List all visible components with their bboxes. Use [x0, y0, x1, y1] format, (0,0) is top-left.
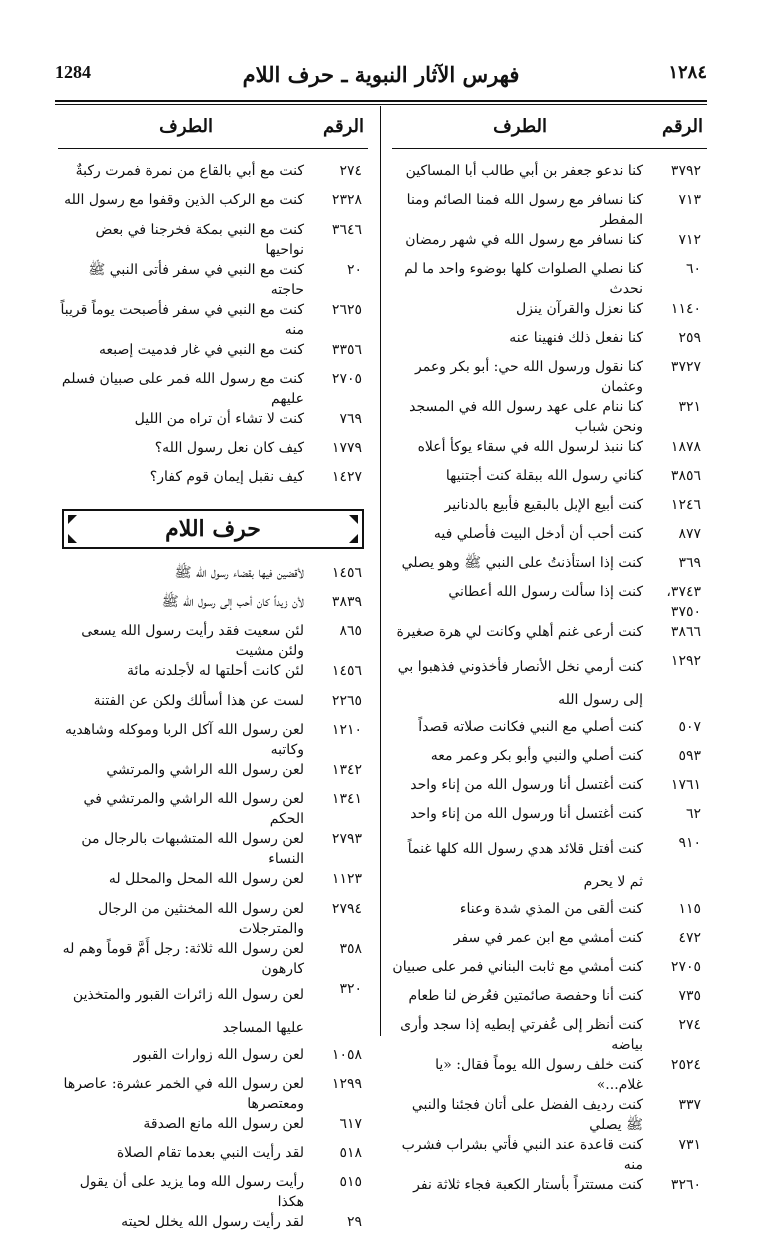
index-entry: [58, 369, 368, 409]
entry-text: كنت أحب أن أدخل البيت فأصلي فيه: [433, 526, 643, 542]
entry-number: ١٧٦١: [670, 777, 701, 793]
index-entry: [392, 746, 707, 775]
entry-number: ٢٧٤: [678, 1017, 701, 1033]
entry-text: كنت رديف الفضل على أتان فجئنا والنبي ﷺ يصلي: [411, 1097, 643, 1133]
column-header: [392, 112, 707, 149]
entry-number: ٣٣٧: [678, 1097, 701, 1113]
ornament-triangle-icon: [68, 534, 77, 543]
entry-number: ٢٢٦٥: [331, 692, 362, 709]
index-entry: [392, 833, 707, 899]
entry-number: ٢٧٩٤: [331, 900, 362, 917]
index-entry: [392, 1135, 707, 1175]
entry-number: ١١٢٣: [331, 871, 362, 888]
entry-number: ٥١٥: [339, 1174, 362, 1191]
entry-text: كنت أصلي والنبي وأبو بكر وعمر معه: [430, 748, 643, 764]
entry-text: كنت أمشي مع ثابت البناني فمر على صبيان: [392, 959, 643, 975]
index-entry: [58, 789, 368, 829]
entry-number: ٣٧٢٧: [670, 359, 701, 375]
entry-number: ٢٦٢٥: [331, 301, 362, 318]
index-entry: [392, 230, 707, 259]
index-entry: [392, 495, 707, 524]
entry-number: ١١٤٠: [670, 301, 701, 317]
index-entry: [392, 1175, 707, 1204]
entry-text: كنت ألقى من المذي شدة وعناء: [459, 901, 643, 917]
entry-text: لعن رسول الله ثلاثة: رجل أَمَّ قوماً وهم له كارهون: [62, 940, 304, 977]
entry-text: كنت أنا وحفصة صائمتين فعُرض لنا طعام: [408, 988, 643, 1004]
entry-number: ١٢٤٦: [670, 497, 701, 513]
entry-number: ٣٢١: [678, 399, 701, 415]
entry-number: ٢٧٩٣: [331, 831, 362, 848]
index-list: [392, 161, 707, 1204]
index-entry: [392, 775, 707, 804]
entry-text: كنت مع الركب الذين وقفوا مع رسول الله: [64, 192, 304, 209]
section-title: حرف اللام: [165, 515, 261, 542]
index-column-right: [392, 112, 707, 1204]
entry-text: لعن رسول الله الراشي والمرتشي: [106, 761, 304, 778]
index-entry: [392, 1055, 707, 1095]
entry-number: ١٠٥٨: [331, 1046, 362, 1063]
entry-text: لعن رسول الله زوارات القبور: [133, 1046, 304, 1063]
entry-text: لقد رأيت رسول الله يخلل لحيته: [121, 1214, 304, 1231]
entry-text: لعن رسول الله آكل الربا وموكله وشاهديه وكاتبه: [65, 721, 304, 758]
index-entry: [58, 760, 368, 789]
entry-number: ١٣٤١: [331, 791, 362, 808]
entry-text: كنت أرعى غنم أهلي وكانت لي هرة صغيرة: [396, 624, 643, 640]
index-entry: [58, 869, 368, 898]
entry-number: ٥٠٧: [678, 719, 701, 735]
index-entry: [58, 260, 368, 300]
index-entry: [58, 300, 368, 340]
entry-text: كنا نعزل والقرآن ينزل: [516, 301, 643, 317]
entry-number: ٣٢٠: [339, 980, 362, 997]
index-entry: [392, 582, 707, 622]
entry-number: ١٤٢٧: [331, 469, 362, 486]
entry-text: لقد رأيت النبي بعدما تقام الصلاة: [116, 1145, 304, 1162]
column-header: [58, 112, 368, 149]
index-entry: [392, 357, 707, 397]
entry-text: كنت أنظر إلى عُفرتي إبطيه إذا سجد وأرى بياضه: [400, 1017, 643, 1053]
index-entry: [392, 328, 707, 357]
ornament-triangle-icon: [349, 515, 358, 524]
entry-text: كنا نصلي الصلوات كلها بوضوء واحد ما لم نحدث: [404, 261, 643, 297]
page-title: فهرس الآثار النبوية ـ حرف اللام: [242, 62, 520, 87]
entry-text: كنت مع النبي بمكة فخرجنا في بعض نواحيها: [95, 221, 304, 258]
entry-number: ١١٥: [678, 901, 701, 917]
column-header-number: الرقم: [322, 116, 364, 137]
entry-number: ١٢٩٩: [331, 1075, 362, 1092]
column-divider: [380, 106, 381, 1036]
index-entry: [392, 622, 707, 651]
index-entry: [392, 437, 707, 466]
index-entry: [392, 553, 707, 582]
entry-number: ٧١٣: [678, 192, 701, 208]
entry-number: ٣٨٥٦: [670, 468, 701, 484]
entry-text: كنت لا تشاء أن تراه من الليل: [134, 410, 304, 427]
page-number-arabic: ١٢٨٤: [668, 62, 707, 83]
index-entry: [58, 438, 368, 467]
index-entry: [392, 1015, 707, 1055]
index-entry: [392, 928, 707, 957]
entry-text: كنت أمشي مع ابن عمر في سفر: [453, 930, 643, 946]
entry-text: كنت أفتل قلائد هدي رسول الله كلها غنماً ثم لا يحرم: [407, 841, 643, 890]
index-entry: [58, 691, 368, 720]
entry-number: ١٧٧٩: [331, 440, 362, 457]
entry-text: لأن زيداً كان أحب إلى رسول الله ﷺ: [161, 594, 304, 611]
entry-text: كنا نسافر مع رسول الله في شهر رمضان: [405, 232, 643, 248]
index-entry: [58, 979, 368, 1045]
index-entry: [392, 259, 707, 299]
entry-text: كنت مستتراً بأستار الكعبة فجاء ثلاثة نفر: [413, 1177, 643, 1193]
entry-number: ٣٦٤٦: [331, 221, 362, 238]
index-entry: [392, 397, 707, 437]
entry-text: كيف نقبل إيمان قوم كفار؟: [149, 469, 304, 486]
index-entry: [58, 563, 368, 592]
column-header-text: الطرف: [159, 116, 213, 137]
entry-text: رأيت رسول الله وما يزيد على أن يقول هكذا: [79, 1174, 304, 1211]
index-entry: [58, 409, 368, 438]
index-list: [58, 161, 368, 497]
page-number-latin: 1284: [55, 62, 91, 82]
entry-number: ٩١٠: [678, 835, 701, 851]
entry-number: ٧٦٩: [339, 410, 362, 427]
index-entry: [58, 1074, 368, 1114]
entry-number: ١٤٥٦: [331, 564, 362, 581]
header-rule: [55, 100, 707, 102]
entry-number: ٧١٢: [678, 232, 701, 248]
index-entry: [58, 621, 368, 661]
entry-text: لعن رسول الله المحل والمحلل له: [108, 871, 304, 888]
column-header-text: الطرف: [493, 116, 547, 137]
entry-text: كنت مع النبي في سفر فأتى النبي ﷺ حاجته: [88, 261, 304, 298]
index-entry: [58, 829, 368, 869]
index-entry: [392, 986, 707, 1015]
index-entry: [392, 717, 707, 746]
entry-text: كنت مع أبي بالقاع من نمرة فمرت ركبةٌ: [75, 163, 304, 179]
section-banner: [62, 509, 364, 549]
index-entry: [58, 1212, 368, 1241]
entry-text: كنت مع النبي في سفر فأصبحت يوماً قريباً منه: [60, 301, 304, 338]
entry-number: ٣٨٣٩: [331, 594, 362, 611]
index-entry: [58, 467, 368, 496]
entry-number: ١٨٧٨: [670, 439, 701, 455]
entry-text: لئن كانت أحلتها له لأجلدنه مائة: [126, 663, 304, 680]
entry-text: كنت مع النبي في غار فدميت إصبعه: [98, 341, 304, 358]
index-entry: [58, 939, 368, 979]
index-entry: [58, 1045, 368, 1074]
entry-number: ١٣٤٢: [331, 761, 362, 778]
index-entry: [392, 524, 707, 553]
entry-number: ٢٧٠٥: [670, 959, 701, 975]
index-entry: [392, 1095, 707, 1135]
entry-text: لعن رسول الله المتشبهات بالرجال من النساء: [81, 831, 304, 868]
entry-text: كنت قاعدة عند النبي فأتي بشراب فشرب منه: [401, 1137, 643, 1173]
index-entry: [392, 161, 707, 190]
entry-number: ٧٣١: [678, 1137, 701, 1153]
index-entry: [392, 957, 707, 986]
index-entry: [392, 466, 707, 495]
entry-text: كنا نسافر مع رسول الله فمنا الصائم ومنا المفطر: [406, 192, 643, 228]
entry-text: كنت أبيع الإبل بالبقيع فأبيع بالدنانير: [444, 497, 643, 513]
entry-number: ٤٧٢: [678, 930, 701, 946]
index-entry: [58, 1143, 368, 1172]
index-entry: [58, 592, 368, 621]
index-entry: [392, 299, 707, 328]
entry-number: ١٢٩٢: [670, 653, 701, 669]
entry-number: ٢٥٩: [678, 330, 701, 346]
entry-number: ٣٢٦٠: [670, 1177, 701, 1193]
index-entry: [58, 220, 368, 260]
entry-text: كنت إذا سألت رسول الله أعطاني: [448, 584, 643, 600]
index-entry: [392, 190, 707, 230]
entry-number: ٣٨٦٦: [670, 624, 701, 640]
entry-number: ٢٠: [346, 261, 362, 278]
entry-number: ٣٧٤٣، ٣٧٥٠: [666, 584, 701, 620]
entry-text: كيف كان نعل رسول الله؟: [154, 440, 304, 457]
page-header: [55, 60, 707, 94]
entry-text: لعن رسول الله المخنثين من الرجال والمترجلات: [98, 900, 304, 937]
entry-text: كنا ننبذ لرسول الله في سقاء يوكأ أعلاه: [417, 439, 643, 455]
entry-text: كنا ندعو جعفر بن أبي طالب أبا المساكين: [405, 163, 643, 179]
entry-number: ٢٣٢٨: [331, 192, 362, 209]
entry-number: ٦٠: [685, 261, 701, 277]
entry-number: ٣٧٩٢: [670, 163, 701, 179]
index-column-left: [58, 112, 368, 1242]
index-entry: [392, 804, 707, 833]
entry-text: لعن رسول الله مانع الصدقة: [143, 1115, 304, 1132]
entry-text: لست عن هذا أسألك ولكن عن الفتنة: [93, 692, 304, 709]
entry-number: ٧٣٥: [678, 988, 701, 1004]
ornament-triangle-icon: [68, 515, 77, 524]
entry-number: ٢٩: [346, 1214, 362, 1231]
entry-text: لعن رسول الله في الخمر عشرة: عاصرها ومعتصرها: [63, 1075, 304, 1112]
index-entry: [58, 899, 368, 939]
index-entry: [58, 720, 368, 760]
entry-text: كنت أصلي مع النبي فكانت صلاته قصداً: [418, 719, 643, 735]
index-entry: [58, 1172, 368, 1212]
entry-number: ٢٥٢٤: [670, 1057, 701, 1073]
header-rule-thin: [55, 104, 707, 105]
index-entry: [58, 340, 368, 369]
entry-number: ٦٢: [685, 806, 701, 822]
ornament-triangle-icon: [349, 534, 358, 543]
entry-number: ٥٩٣: [678, 748, 701, 764]
index-entry: [58, 190, 368, 219]
entry-text: لعن رسول الله زائرات القبور والمتخذين عليها المساجد: [72, 986, 304, 1036]
entry-text: كنا نقول ورسول الله حي: أبو بكر وعمر وعثمان: [415, 359, 643, 395]
index-entry: [392, 651, 707, 717]
entry-text: لعن رسول الله الراشي والمرتشي في الحكم: [83, 791, 304, 828]
entry-text: كنت أغتسل أنا ورسول الله من إناء واحد: [410, 777, 643, 793]
entry-number: ٨٧٧: [678, 526, 701, 542]
entry-text: لئن سعيت فقد رأيت رسول الله يسعى ولئن مشيت: [81, 623, 304, 660]
entry-text: كنت خلف رسول الله يوماً فقال: «يا غلام...»: [435, 1057, 643, 1093]
entry-number: ٦١٧: [339, 1115, 362, 1132]
index-list: [58, 563, 368, 1242]
entry-text: لأقضين فيها بقضاء رسول الله ﷺ: [174, 564, 304, 581]
entry-number: ١٢١٠: [331, 721, 362, 738]
entry-text: كنت مع رسول الله فمر على صبيان فسلم عليهم: [61, 370, 304, 407]
entry-number: ٣٦٩: [678, 555, 701, 571]
entry-text: كناني رسول الله ببقلة كنت أجتنيها: [445, 468, 643, 484]
entry-number: ٥١٨: [339, 1145, 362, 1162]
index-entry: [392, 899, 707, 928]
entry-text: كنت أغتسل أنا ورسول الله من إناء واحد: [410, 806, 643, 822]
index-entry: [58, 661, 368, 690]
entry-text: كنت إذا استأذنتُ على النبي ﷺ وهو يصلي: [401, 555, 643, 571]
index-entry: [58, 161, 368, 190]
entry-text: كنا ننام على عهد رسول الله في المسجد ونحن شباب: [409, 399, 643, 435]
entry-text: كنت أرمي نخل الأنصار فأخذوني فذهبوا بي إلى رسول الله: [397, 659, 643, 708]
entry-number: ٣٥٨: [339, 940, 362, 957]
index-entry: [58, 1114, 368, 1143]
entry-number: ٢٧٠٥: [331, 370, 362, 387]
entry-number: ٣٣٥٦: [331, 341, 362, 358]
entry-number: ٢٧٤: [339, 163, 362, 179]
entry-number: ١٤٥٦: [331, 663, 362, 680]
entry-number: ٨٦٥: [339, 623, 362, 640]
entry-text: كنا نفعل ذلك فنهينا عنه: [509, 330, 643, 346]
column-header-number: الرقم: [661, 116, 703, 137]
